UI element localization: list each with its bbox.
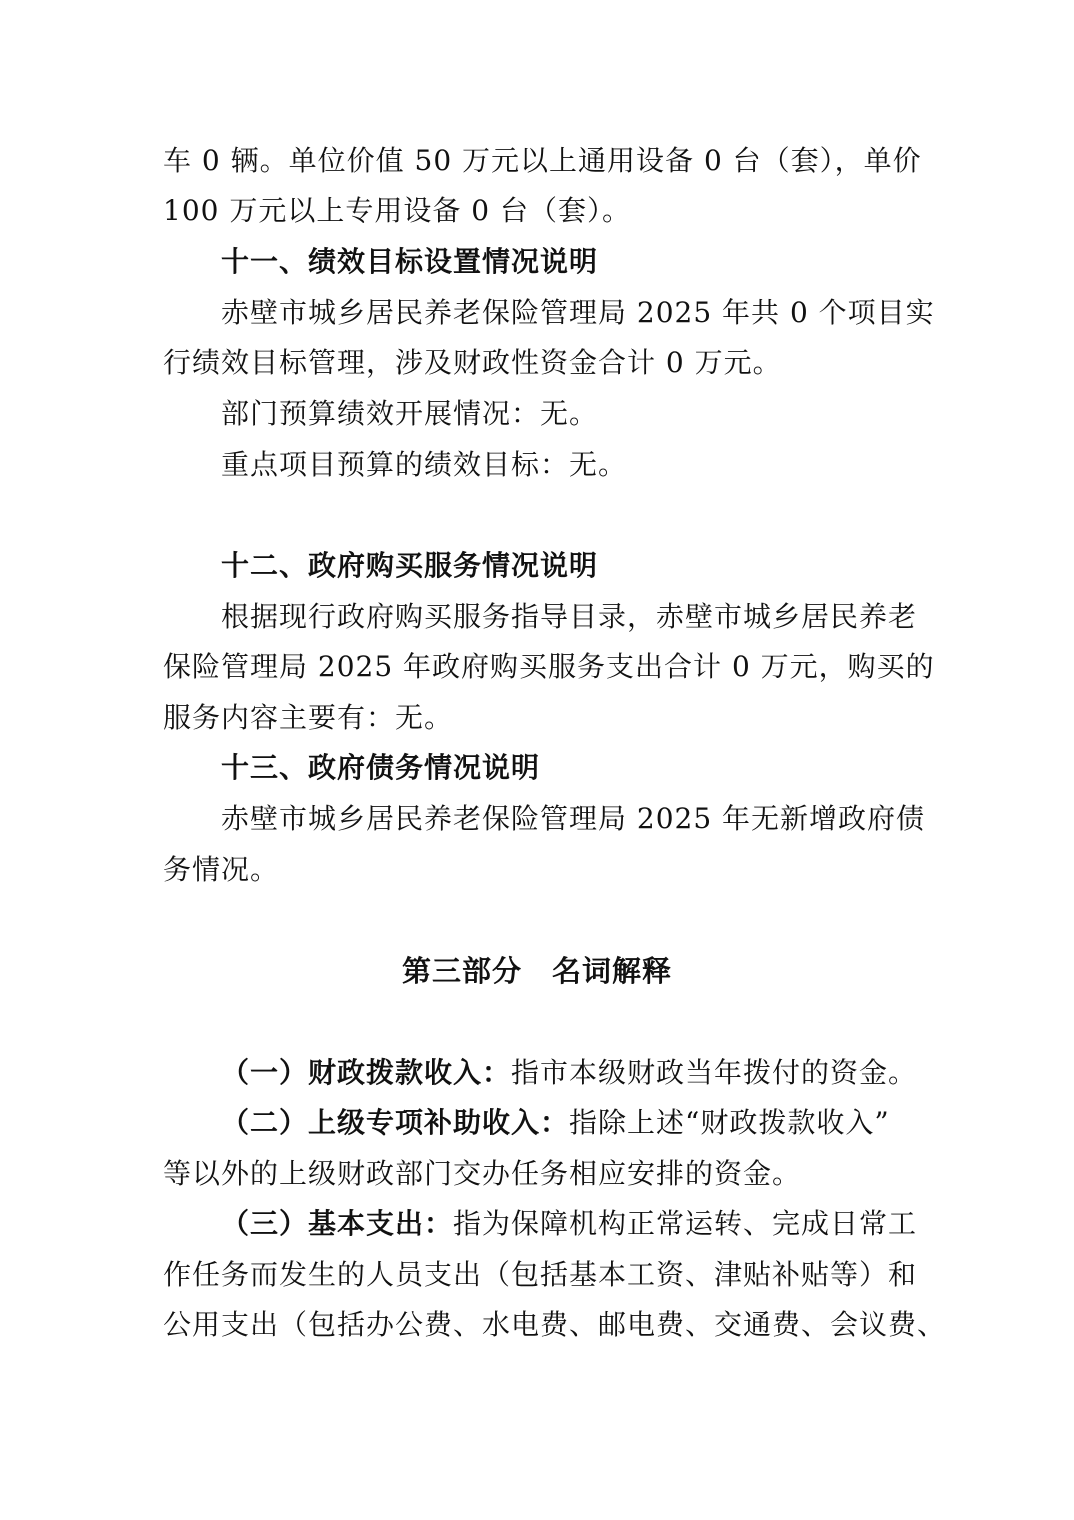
definition-text: 指除上述“财政拨款收入” [569,1106,890,1139]
paragraph-line: 行绩效目标管理，涉及财政性资金合计 0 万元。 [163,346,782,379]
paragraph-line: 车 0 辆。单位价值 50 万元以上通用设备 0 台（套），单价 [163,144,922,177]
definition-continuation: 作任务而发生的人员支出（包括基本工资、津贴补贴等）和 [163,1258,918,1291]
paragraph-line: 部门预算绩效开展情况：无。 [221,397,599,430]
section-heading-12: 十二、政府购买服务情况说明 [221,549,599,582]
definition-line [221,1056,921,1090]
definition-term: （二）上级专项补助收入： [221,1106,570,1139]
part-title: 第三部分 名词解释 [401,954,672,988]
paragraph-line: 保险管理局 2025 年政府购买服务支出合计 0 万元，购买的 [163,650,935,683]
definition-term: （一）财政拨款收入： [221,1056,512,1089]
paragraph-line: 赤壁市城乡居民养老保险管理局 2025 年共 0 个项目实 [221,296,935,329]
section-heading-13: 十三、政府债务情况说明 [221,751,541,784]
definition-continuation: 公用支出（包括办公费、水电费、邮电费、交通费、会议费、 [163,1308,947,1341]
paragraph-line: 根据现行政府购买服务指导目录，赤壁市城乡居民养老 [221,600,918,633]
definition-continuation: 等以外的上级财政部门交办任务相应安排的资金。 [163,1157,802,1190]
paragraph-line: 赤壁市城乡居民养老保险管理局 2025 年无新增政府债 [221,802,926,835]
definition-text: 指市本级财政当年拨付的资金。 [511,1056,918,1089]
section-heading-11: 十一、绩效目标设置情况说明 [221,245,599,278]
paragraph-line: 100 万元以上专用设备 0 台（套）。 [163,194,631,227]
definition-line [221,1207,921,1241]
paragraph-line: 重点项目预算的绩效目标：无。 [221,448,628,481]
paragraph-line: 服务内容主要有：无。 [163,701,454,734]
definition-term: （三）基本支出： [221,1207,454,1240]
definition-line [221,1106,921,1140]
paragraph-line: 务情况。 [163,853,280,886]
definition-text: 指为保障机构正常运转、完成日常工 [453,1207,918,1240]
